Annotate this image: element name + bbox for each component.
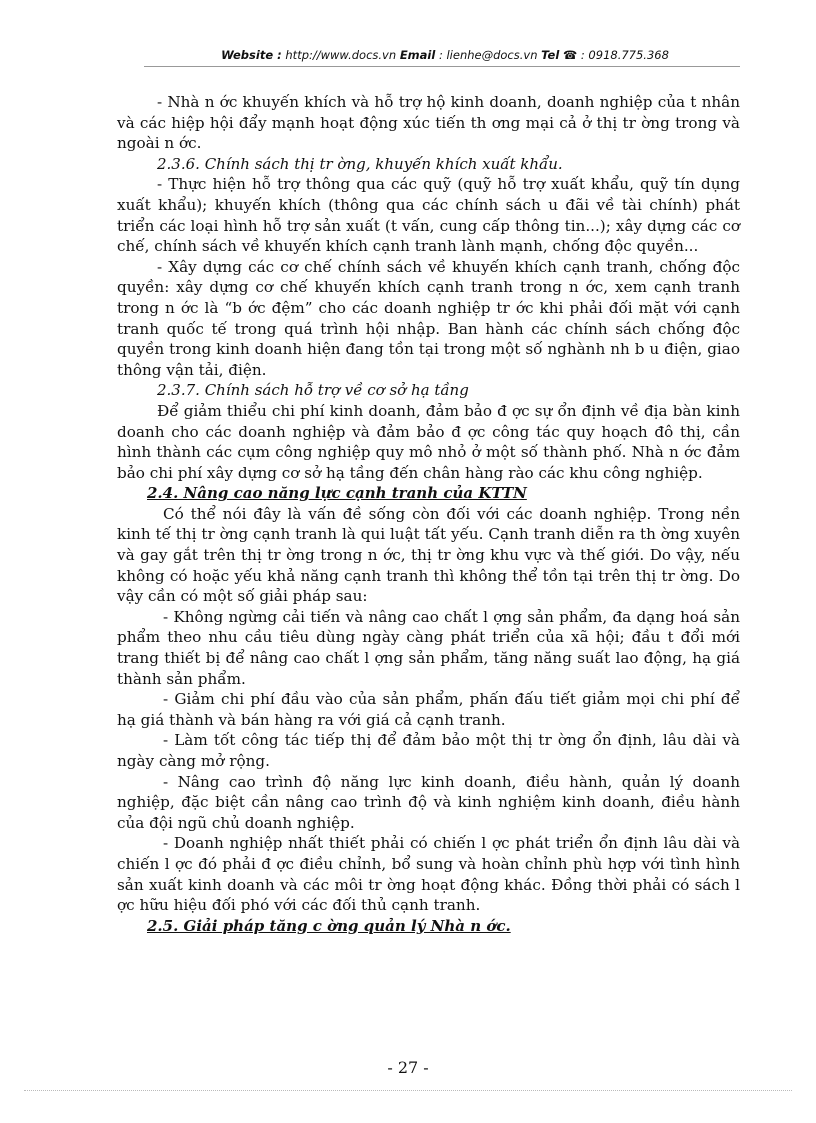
website-label: Website : <box>221 48 282 62</box>
page-number: - 27 - <box>387 1058 429 1077</box>
paragraph-marketing: - Làm tốt công tác tiếp thị để đảm bảo một thị tr ờng ổn định, lâu dài và ngày càng mở rộng. <box>117 731 740 770</box>
paragraph-competitiveness-intro: Có thể nói đây là vấn đề sống còn đối với các doanh nghiệp. Trong nền kinh tế thị tr ờng cạnh tranh là qui luật tất yếu. Cạnh tranh diễn ra th ờng xuyên và gay gắt trên thị tr ờng trong n ớc, thị tr ờng khu vực và thế giới. Do vậy, nếu không có hoặc yếu khả năng cạnh tranh thì không thể tồn tại trên thị tr ờng. Do vậy cần có một số giải pháp sau: <box>117 504 740 606</box>
header-divider <box>144 66 740 67</box>
page-header <box>145 48 745 62</box>
heading-2-5: 2.5. Giải pháp tăng c ờng quản lý Nhà n ớc. <box>147 916 511 935</box>
paragraph-cost-reduction: - Giảm chi phí đầu vào của sản phẩm, phấn đấu tiết giảm mọi chi phí để hạ giá thành và bán hàng ra với giá cả cạnh tranh. <box>117 690 740 729</box>
paragraph-export-support: - Thực hiện hỗ trợ thông qua các quỹ (quỹ hỗ trợ xuất khẩu, quỹ tín dụng xuất khẩu); khuyến khích (thông qua các chính sách u đãi về tài chính) phát triển các loại hình hỗ trợ sản xuất (t vấn, cung cấp thông tin...); xây dựng các cơ chế, chính sách về khuyến khích cạnh tranh lành mạnh, chống độc quyền... <box>117 175 740 256</box>
phone-icon: ☎ <box>562 48 578 62</box>
tel-label: Tel <box>541 48 560 62</box>
email-label: Email <box>399 48 436 62</box>
paragraph-competition-mechanism: - Xây dựng các cơ chế chính sách về khuyến khích cạnh tranh, chống độc quyền: xây dựng cơ chế khuyến khích cạnh tranh trong n ớc, xem cạnh tranh trong n ớc là “b ớc đệm” cho các doanh nghiệp tr ớc khi phải đối mặt với cạnh tranh quốc tế trong quá trình hội nhập. Ban hành các chính sách chống độc quyền trong kinh doanh hiện đang tồn tại trong một số nghành nh b u điện, giao thông vận tải, điện. <box>117 257 740 379</box>
paragraph-infrastructure: Để giảm thiểu chi phí kinh doanh, đảm bảo đ ợc sự ổn định về địa bàn kinh doanh cho các doanh nghiệp và đảm bảo đ ợc công tác quy hoạch đô thị, cần hình thành các cụm công nghiệp quy mô nhỏ ở một số thành phố. Nhà n ớc đảm bảo chi phí xây dựng cơ sở hạ tầng đến chân hàng rào các khu công nghiệp. <box>117 401 740 482</box>
paragraph-trade-promotion: - Nhà n ớc khuyến khích và hỗ trợ hộ kinh doanh, doanh nghiệp của t nhân và các hiệp hội đẩy mạnh hoạt động xúc tiến th ơng mại cả ở thị tr ờng trong và ngoài n ớc. <box>117 93 740 153</box>
heading-2-3-6: 2.3.6. Chính sách thị tr ờng, khuyến khích xuất khẩu. <box>157 154 563 173</box>
email-value: : lienhe@docs.vn <box>435 48 542 62</box>
website-value: http://www.docs.vn <box>281 48 400 62</box>
paragraph-management-skills: - Nâng cao trình độ năng lực kinh doanh, điều hành, quản lý doanh nghiệp, đặc biệt cần nâng cao trình độ và kinh nghiệm kinh doanh, điều hành của đội ngũ chủ doanh nghiệp. <box>117 772 740 832</box>
tel-value: : 0918.775.368 <box>577 48 669 62</box>
footer-divider <box>24 1090 792 1091</box>
paragraph-strategy: - Doanh nghiệp nhất thiết phải có chiến l ợc phát triển ổn định lâu dài và chiến l ợc đó phải đ ợc điều chỉnh, bổ sung và hoàn chỉnh phù hợp với tình hình sản xuất kinh doanh và các môi tr ờng hoạt động khác. Đồng thời phải có sách l ợc hữu hiệu đối phó với các đối thủ cạnh tranh. <box>117 834 740 915</box>
heading-2-3-7: 2.3.7. Chính sách hỗ trợ về cơ sở hạ tầng <box>157 381 469 400</box>
document-body <box>117 92 740 936</box>
paragraph-quality: - Không ngừng cải tiến và nâng cao chất l ợng sản phẩm, đa dạng hoá sản phẩm theo nhu cầu tiêu dùng ngày càng phát triển của xã hội; đầu t đổi mới trang thiết bị để nâng cao chất l ợng sản phẩm, tăng năng suất lao động, hạ giá thành sản phẩm. <box>117 607 740 688</box>
heading-2-4: 2.4. Nâng cao năng lực cạnh tranh của KTTN <box>147 484 527 503</box>
